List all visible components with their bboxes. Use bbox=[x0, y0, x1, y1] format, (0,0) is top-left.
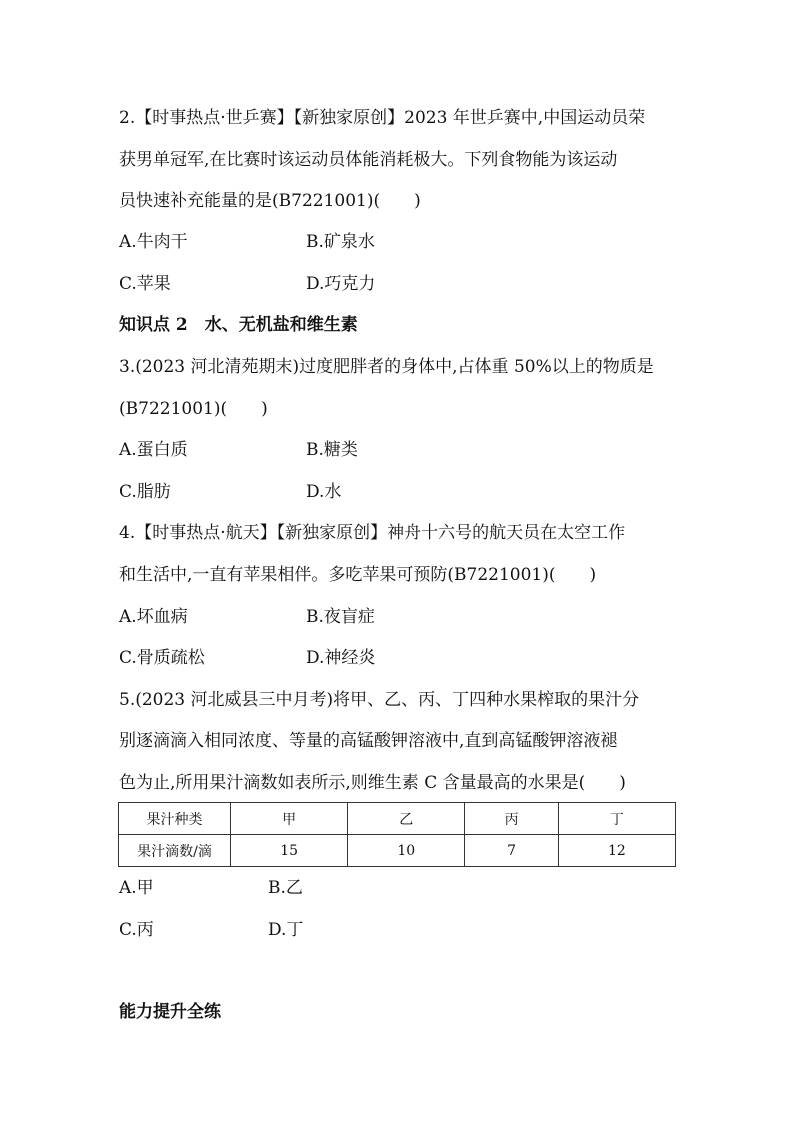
q3-option-a: A.蛋白质 bbox=[119, 440, 188, 460]
q3-stem-line-2: (B7221001)( ) bbox=[119, 399, 268, 419]
q2-option-a: A.牛肉干 bbox=[119, 232, 188, 252]
q4-option-c: C.骨质疏松 bbox=[119, 648, 205, 668]
table-cell: 15 bbox=[231, 835, 348, 867]
table-row bbox=[119, 835, 676, 867]
q4-option-b: B.夜盲症 bbox=[306, 607, 375, 627]
q5-stem-line-2: 别逐滴滴入相同浓度、等量的高锰酸钾溶液中,直到高锰酸钾溶液褪 bbox=[119, 731, 618, 751]
q5-option-b: B.乙 bbox=[268, 878, 303, 898]
section-heading-ability: 能力提升全练 bbox=[119, 1002, 221, 1022]
q5-stem-line-3: 色为止,所用果汁滴数如表所示,则维生素 C 含量最高的水果是( ) bbox=[119, 773, 626, 793]
table-header-row bbox=[119, 803, 676, 835]
q2-option-c: C.苹果 bbox=[119, 274, 171, 294]
q4-option-a: A.坏血病 bbox=[119, 607, 188, 627]
q5-option-a: A.甲 bbox=[119, 878, 154, 898]
table-header-cell: 甲 bbox=[231, 803, 348, 835]
q5-stem-line-1: 5.(2023 河北威县三中月考)将甲、乙、丙、丁四种水果榨取的果汁分 bbox=[119, 690, 640, 710]
section-heading-knowledge-2: 知识点 2 水、无机盐和维生素 bbox=[119, 315, 358, 335]
q3-option-b: B.糖类 bbox=[306, 440, 358, 460]
q2-stem-line-3: 员快速补充能量的是(B7221001)( ) bbox=[119, 191, 421, 211]
q3-stem-line-1: 3.(2023 河北清苑期末)过度肥胖者的身体中,占体重 50%以上的物质是 bbox=[119, 357, 654, 377]
table-cell: 果汁滴数/滴 bbox=[119, 835, 231, 867]
table-header-cell: 乙 bbox=[348, 803, 465, 835]
q4-stem-line-2: 和生活中,一直有苹果相伴。多吃苹果可预防(B7221001)( ) bbox=[119, 565, 597, 585]
table-header-cell: 丁 bbox=[558, 803, 675, 835]
q3-option-d: D.水 bbox=[306, 482, 342, 502]
q4-option-d: D.神经炎 bbox=[306, 648, 376, 668]
q5-option-c: C.丙 bbox=[119, 920, 154, 940]
table-header-cell: 丙 bbox=[465, 803, 558, 835]
q4-stem-line-1: 4.【时事热点·航天】【新独家原创】神舟十六号的航天员在太空工作 bbox=[119, 523, 626, 543]
table-cell: 10 bbox=[348, 835, 465, 867]
q2-option-b: B.矿泉水 bbox=[306, 232, 375, 252]
fruit-juice-table bbox=[118, 802, 676, 867]
q2-option-d: D.巧克力 bbox=[306, 274, 376, 294]
q2-stem-line-1: 2.【时事热点·世乒赛】【新独家原创】2023 年世乒赛中,中国运动员荣 bbox=[119, 108, 646, 128]
q2-stem-line-2: 获男单冠军,在比赛时该运动员体能消耗极大。下列食物能为该运动 bbox=[119, 150, 618, 170]
table-cell: 12 bbox=[558, 835, 675, 867]
q5-option-d: D.丁 bbox=[268, 920, 304, 940]
table-header-cell: 果汁种类 bbox=[119, 803, 231, 835]
table-cell: 7 bbox=[465, 835, 558, 867]
q3-option-c: C.脂肪 bbox=[119, 482, 171, 502]
